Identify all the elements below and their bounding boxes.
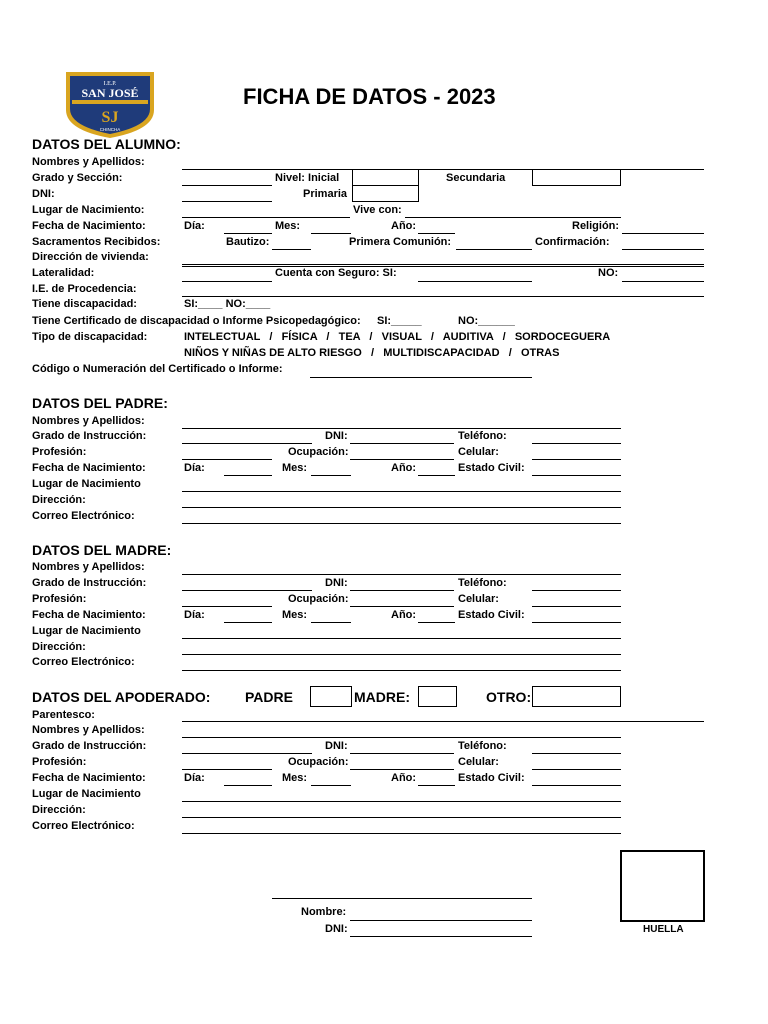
label-sacramentos: Sacramentos Recibidos: [32,236,161,248]
label-padre-anio: Año: [391,462,417,474]
field-ie-procedencia[interactable] [182,296,704,297]
label-alumno-mes: Mes: [275,220,301,232]
field-padre-dia[interactable] [224,475,272,476]
label-huella: HUELLA [643,924,684,935]
field-apoderado-anio[interactable] [418,785,455,786]
label-apoderado-mes: Mes: [282,772,308,784]
field-seguro-si[interactable] [418,281,532,282]
label-madre-grado: Grado de Instrucción: [32,577,147,589]
field-padre-telefono[interactable] [532,443,621,444]
certificado-no[interactable]: NO:______ [458,315,515,327]
field-firma-nombre[interactable] [350,920,532,921]
label-alumno-grado: Grado y Sección: [32,172,123,184]
field-religion[interactable] [622,233,704,234]
field-direccion-vivienda-2[interactable] [182,266,704,267]
signature-line[interactable] [272,898,532,899]
label-firma-nombre: Nombre: [301,906,347,918]
field-apoderado-mes[interactable] [311,785,351,786]
field-madre-dia[interactable] [224,622,272,623]
field-vive-con[interactable] [405,217,621,218]
field-confirmacion[interactable] [622,249,704,250]
fingerprint-box[interactable] [620,850,705,922]
field-firma-dni[interactable] [350,936,532,937]
field-apoderado-direccion[interactable] [182,817,621,818]
field-apoderado-otro[interactable] [532,686,621,707]
field-apoderado-celular[interactable] [532,769,621,770]
field-padre-mes[interactable] [311,475,351,476]
label-confirmacion: Confirmación: [535,236,610,248]
field-madre-mes[interactable] [311,622,351,623]
field-madre-nombres[interactable] [182,574,621,575]
label-padre-direccion: Dirección: [32,494,86,506]
label-apoderado-fecha: Fecha de Nacimiento: [32,772,146,784]
label-madre-direccion: Dirección: [32,641,86,653]
label-apoderado-parentesco: Parentesco: [32,709,95,721]
field-direccion-vivienda[interactable] [182,264,704,265]
field-apoderado-estado[interactable] [532,785,621,786]
label-madre-ocupacion: Ocupación: [288,593,349,605]
label-alumno-dni: DNI: [32,188,55,200]
label-apoderado-nombres: Nombres y Apellidos: [32,724,145,736]
label-nivel-inicial: Nivel: Inicial [275,172,340,184]
field-padre-dni[interactable] [350,443,454,444]
label-apoderado-profesion: Profesión: [32,756,87,768]
label-apoderado-celular: Celular: [458,756,499,768]
label-alumno-anio: Año: [391,220,417,232]
label-direccion-vivienda: Dirección de vivienda: [32,251,149,263]
label-apoderado-telefono: Teléfono: [458,740,507,752]
label-alumno-dia: Día: [184,220,205,232]
label-madre-nombres: Nombres y Apellidos: [32,561,145,573]
checkbox-apoderado-padre[interactable] [310,686,352,707]
label-padre-dia: Día: [184,462,205,474]
label-ie-procedencia: I.E. de Procedencia: [32,283,137,295]
label-apoderado-otro: OTRO: [486,689,532,705]
field-madre-ocupacion[interactable] [350,606,454,607]
label-madre-fecha: Fecha de Nacimiento: [32,609,146,621]
label-apoderado-madre: MADRE: [354,689,410,705]
field-apoderado-ocupacion[interactable] [350,769,454,770]
logo-text: SAN JOSÉ [81,86,139,100]
field-madre-telefono[interactable] [532,590,621,591]
label-apoderado-direccion: Dirección: [32,804,86,816]
field-alumno-nombres[interactable] [182,169,704,170]
field-codigo-certificado[interactable] [310,377,532,378]
field-alumno-mes[interactable] [311,233,351,234]
logo-bottom-text: CHINCHA [99,127,121,132]
label-madre-dni: DNI: [325,577,348,589]
label-padre-fecha: Fecha de Nacimiento: [32,462,146,474]
section-heading-alumno: DATOS DEL ALUMNO: [32,136,181,152]
field-bautizo[interactable] [272,249,311,250]
field-apoderado-telefono[interactable] [532,753,621,754]
label-padre-lugar: Lugar de Nacimiento [32,478,141,490]
school-logo [64,70,156,140]
section-heading-apoderado: DATOS DEL APODERADO: [32,689,211,705]
field-madre-dni[interactable] [350,590,454,591]
field-madre-correo[interactable] [182,670,621,671]
certificado-si[interactable]: SI:_____ [377,315,422,327]
field-madre-lugar[interactable] [182,638,621,639]
section-heading-padre: DATOS DEL PADRE: [32,395,168,411]
label-madre-correo: Correo Electrónico: [32,656,135,668]
label-madre-telefono: Teléfono: [458,577,507,589]
label-alumno-fecha: Fecha de Nacimiento: [32,220,146,232]
checkbox-primaria[interactable] [352,185,419,202]
label-tipo-discapacidad: Tipo de discapacidad: [32,331,148,343]
field-apoderado-profesion[interactable] [182,769,272,770]
field-alumno-lugar[interactable] [182,217,350,218]
field-primera-comunion[interactable] [456,249,532,250]
field-apoderado-lugar[interactable] [182,801,621,802]
label-apoderado-dni: DNI: [325,740,348,752]
label-alumno-lugar: Lugar de Nacimiento: [32,204,145,216]
checkbox-inicial[interactable] [352,169,419,186]
label-apoderado-grado: Grado de Instrucción: [32,740,147,752]
field-padre-profesion[interactable] [182,459,272,460]
label-seguro-si: Cuenta con Seguro: SI: [275,267,397,279]
label-codigo-certificado: Código o Numeración del Certificado o Informe: [32,363,283,375]
label-primera-comunion: Primera Comunión: [349,236,452,248]
label-padre-estado: Estado Civil: [458,462,525,474]
field-apoderado-grado[interactable] [182,753,312,754]
label-padre-grado: Grado de Instrucción: [32,430,147,442]
logo-top-text: I.E.P. [103,81,117,87]
label-certificado: Tiene Certificado de discapacidad o Informe Psicopedagógico: [32,315,361,327]
field-lateralidad[interactable] [182,281,272,282]
label-apoderado-estado: Estado Civil: [458,772,525,784]
field-apoderado-parentesco[interactable] [182,721,704,722]
field-padre-estado[interactable] [532,475,621,476]
field-madre-direccion[interactable] [182,654,621,655]
label-religion: Religión: [572,220,620,232]
label-bautizo: Bautizo: [226,236,270,248]
label-apoderado-ocupacion: Ocupación: [288,756,349,768]
label-padre-dni: DNI: [325,430,348,442]
tipo-discapacidad-options-1[interactable]: INTELECTUAL / FÍSICA / TEA / VISUAL / AUDITIVA / SORDOCEGUERA [184,331,611,343]
label-apoderado-lugar: Lugar de Nacimiento [32,788,141,800]
tipo-discapacidad-options-2[interactable]: NIÑOS Y NIÑAS DE ALTO RIESGO / MULTIDISCAPACIDAD / OTRAS [184,347,560,359]
field-apoderado-correo[interactable] [182,833,621,834]
label-padre-ocupacion: Ocupación: [288,446,349,458]
label-madre-profesion: Profesión: [32,593,87,605]
field-apoderado-nombres[interactable] [182,737,621,738]
label-padre-nombres: Nombres y Apellidos: [32,415,145,427]
field-madre-celular[interactable] [532,606,621,607]
label-madre-celular: Celular: [458,593,499,605]
label-padre-mes: Mes: [282,462,308,474]
field-seguro-no[interactable] [622,281,704,282]
label-firma-dni: DNI: [325,923,348,935]
field-padre-direccion[interactable] [182,507,621,508]
svg-text:SJ: SJ [101,109,119,126]
field-madre-grado[interactable] [182,590,312,591]
label-apoderado-correo: Correo Electrónico: [32,820,135,832]
field-alumno-dni[interactable] [182,201,272,202]
label-secundaria: Secundaria [446,172,506,184]
field-padre-ocupacion[interactable] [350,459,454,460]
discapacidad-options[interactable]: SI:____ NO:____ [184,298,271,310]
field-alumno-anio[interactable] [418,233,455,234]
field-padre-lugar[interactable] [182,491,621,492]
section-heading-madre: DATOS DEL MADRE: [32,542,172,558]
field-alumno-dia[interactable] [224,233,272,234]
field-alumno-grado[interactable] [182,185,272,186]
field-padre-celular[interactable] [532,459,621,460]
field-padre-grado[interactable] [182,443,312,444]
field-padre-nombres[interactable] [182,428,621,429]
label-padre-celular: Celular: [458,446,499,458]
label-padre-profesion: Profesión: [32,446,87,458]
label-discapacidad: Tiene discapacidad: [32,298,137,310]
field-apoderado-dni[interactable] [350,753,454,754]
label-madre-lugar: Lugar de Nacimiento [32,625,141,637]
label-vive-con: Vive con: [353,204,402,216]
label-madre-estado: Estado Civil: [458,609,525,621]
label-alumno-nombres: Nombres y Apellidos: [32,156,145,168]
field-apoderado-dia[interactable] [224,785,272,786]
checkbox-secundaria[interactable] [532,169,621,186]
field-madre-estado[interactable] [532,622,621,623]
label-seguro-no: NO: [598,267,619,279]
field-madre-profesion[interactable] [182,606,272,607]
label-padre-correo: Correo Electrónico: [32,510,135,522]
label-apoderado-padre: PADRE [245,689,293,705]
field-madre-anio[interactable] [418,622,455,623]
label-primaria: Primaria [303,188,348,200]
label-madre-dia: Día: [184,609,205,621]
label-lateralidad: Lateralidad: [32,267,95,279]
label-madre-mes: Mes: [282,609,308,621]
page-title: FICHA DE DATOS - 2023 [243,84,496,109]
checkbox-apoderado-madre[interactable] [418,686,457,707]
label-apoderado-dia: Día: [184,772,205,784]
label-padre-telefono: Teléfono: [458,430,507,442]
field-padre-correo[interactable] [182,523,621,524]
label-madre-anio: Año: [391,609,417,621]
field-padre-anio[interactable] [418,475,455,476]
label-apoderado-anio: Año: [391,772,417,784]
